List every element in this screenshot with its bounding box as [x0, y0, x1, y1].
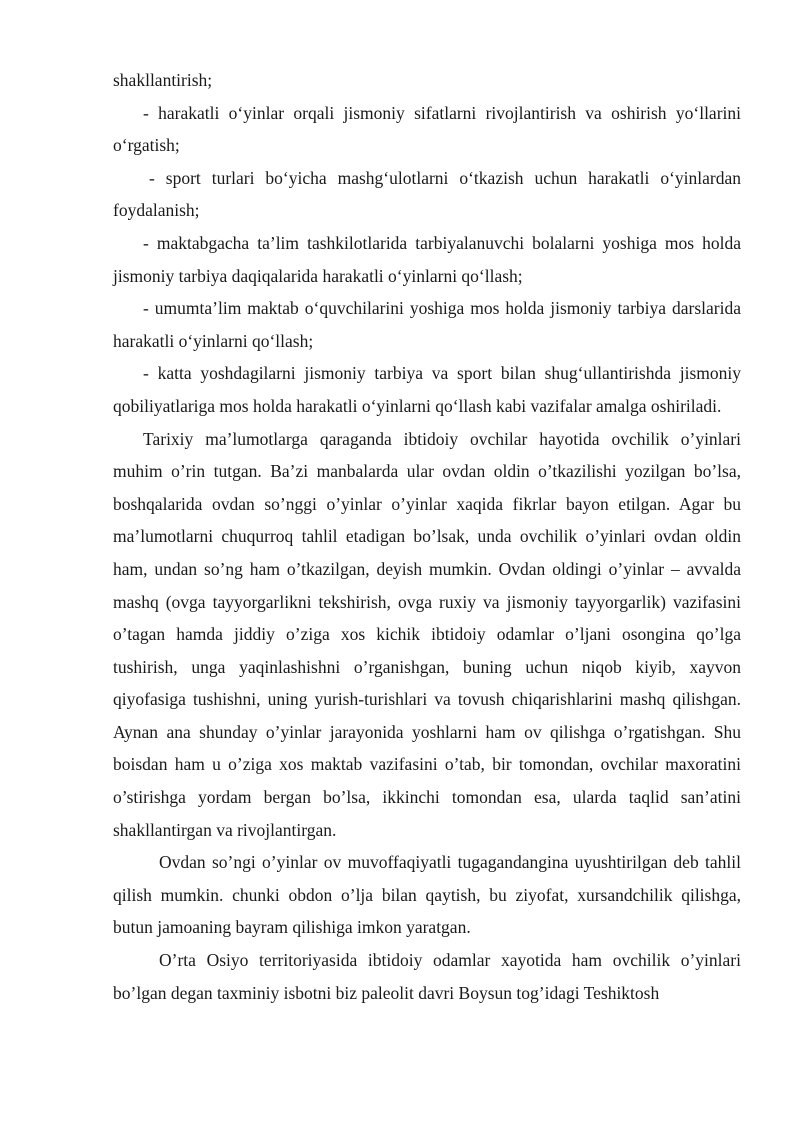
list-item: - katta yoshdagilarni jismoniy tarbiya va sport bilan shug‘ullantirishda jismoniy qobiliyatlariga mos holda harakatli o‘yinlarni qo‘llash kabi vazifalar amalga oshiriladi.	[113, 363, 741, 416]
list-item: - harakatli o‘yinlar orqali jismoniy sifatlarni rivojlantirish va oshirish yo‘llarini o‘rgatish;	[113, 102, 741, 156]
body-paragraph: Ovdan so’ngi o’yinlar ov muvoffaqiyatli tugagandangina uyushtirilgan deb tahlil qilish mumkin. chunki obdon o’lja bilan qaytish, bu ziyofat, xursandchilik qilishga, butun jamoaning bayram qilishiga imkon yaratgan.	[113, 852, 741, 938]
body-paragraph: Tarixiy ma’lumotlarga qaraganda ibtidoiy ovchilar hayotida ovchilik o’yinlari muhim o’rin tutgan. Ba’zi manbalarda ular ovdan oldin o’tkazilishi yozilgan bo’lsa, boshqalarida ovdan so’nggi o’yinlar o’yinlar xaqida fikrlar bayon etilgan. Agar bu ma’lumotlarni chuqurroq tahlil etadigan bo’lsak, unda ovchilik o’yinlari ovdan oldin ham, undan so’ng ham o’tkazilgan, deyish mumkin. Ovdan oldingi o’yinlar – avvalda mashq (ovga tayyorgarlikni tekshirish, ovga ruxiy va jismoniy tayyorgarlik) vazifasini o’tagan hamda jiddiy o’ziga xos kichik ibtidoiy odamlar o’ljani osongina qo’lga tushirish, unga yaqinlashishni o’rganishgan, buning uchun niqob kiyib, xayvon qiyofasiga tushishni, uning yurish-turishlari va tovush chiqarishlarini mashq qilishgan. Aynan ana shunday o’yinlar jarayonida yoshlarni ham ov qilishga o’rgatishgan. Shu boisdan ham u o’ziga xos maktab vazifasini o’tab, bir tomondan, ovchilar maxoratini o’stirishga yordam bergan bo’lsa, ikkinchi tomondan esa, ularda taqlid san’atini shakllantirgan va rivojlantirgan.	[113, 428, 741, 840]
body-paragraph: O’rta Osiyo territoriyasida ibtidoiy odamlar xayotida ham ovchilik o’yinlari bo’lgan degan taxminiy isbotni biz paleolit davri Boysun tog’idagi Teshiktosh	[113, 950, 741, 1003]
document-page	[113, 64, 741, 1009]
list-item: - umumta’lim maktab o‘quvchilarini yoshiga mos holda jismoniy tarbiya darslarida harakatli o‘yinlarni qo‘llash;	[113, 298, 741, 351]
list-item: - sport turlari bo‘yicha mashg‘ulotlarni o‘tkazish uchun harakatli o‘yinlardan foydalanish;	[113, 167, 741, 221]
list-item: - maktabgacha ta’lim tashkilotlarida tarbiyalanuvchi bolalarni yoshiga mos holda jismoniy tarbiya daqiqalarida harakatli o‘yinlarni qo‘llash;	[113, 232, 741, 286]
paragraph-continuation: shakllantirish;	[113, 70, 213, 90]
